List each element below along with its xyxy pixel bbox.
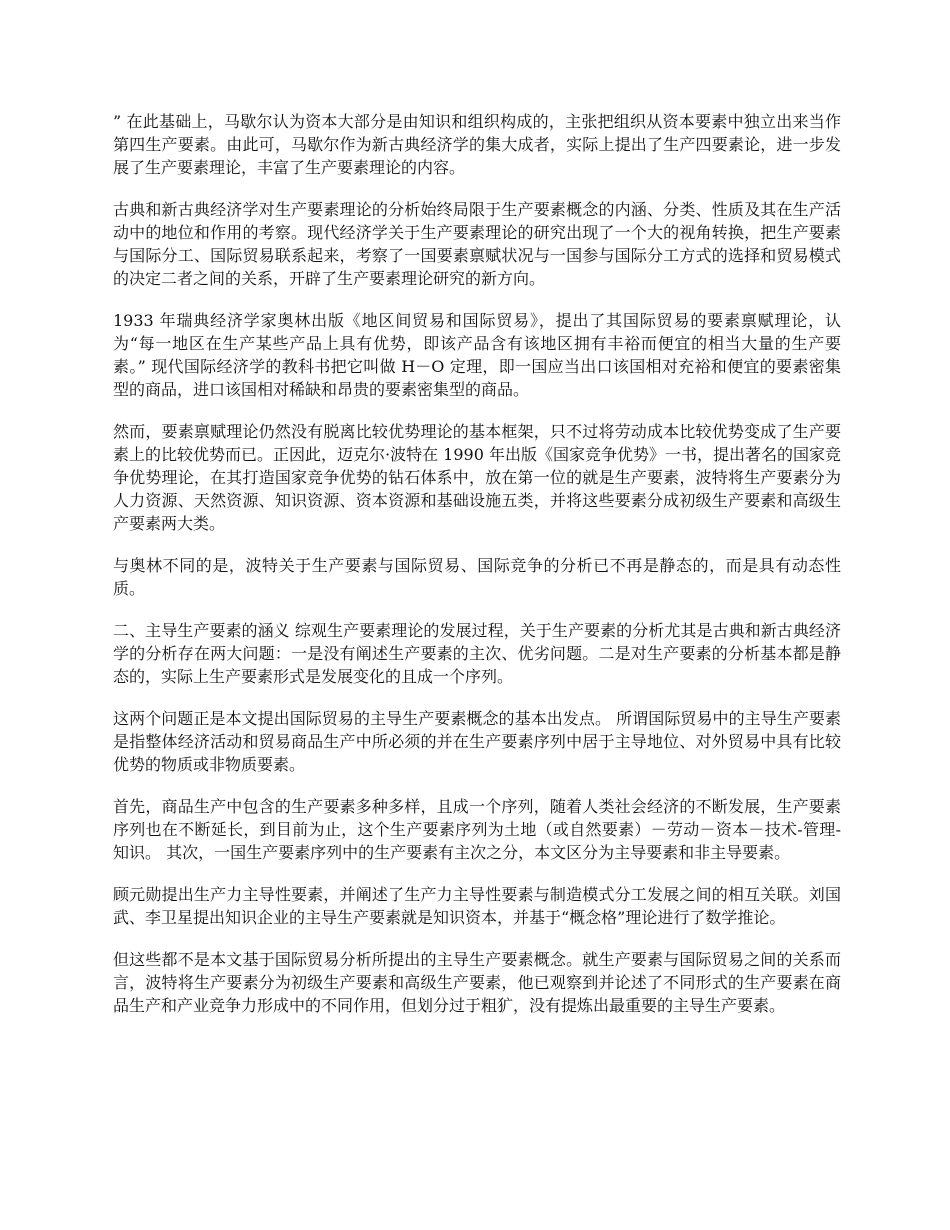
paragraph-6: 二、主导生产要素的涵义 综观生产要素理论的发展过程，关于生产要素的分析尤其是古典和新古典经济学的分析存在两大问题：一是没有阐述生产要素的主次、优劣问题。二是对生产要素的分析基本都是静态的，实际上生产要素形式是发展变化的且成一个序列。 xyxy=(113,621,841,686)
paragraph-7: 这两个问题正是本文提出国际贸易的主导生产要素概念的基本出发点。 所谓国际贸易中的主导生产要素是指整体经济活动和贸易商品生产中所必须的并在生产要素序列中居于主导地位、对外贸易中具有比较优势的物质或非物质要素。 xyxy=(113,709,841,774)
paragraph-10: 但这些都不是本文基于国际贸易分析所提出的主导生产要素概念。就生产要素与国际贸易之间的关系而言，波特将生产要素分为初级生产要素和高级生产要素，他已观察到并论述了不同形式的生产要素在商品生产和产业竞争力形成中的不同作用，但划分过于粗犷，没有提炼出最重要的主导生产要素。 xyxy=(113,950,841,1015)
document-body xyxy=(113,110,841,1036)
paragraph-3: 1933 年瑞典经济学家奥林出版《地区间贸易和国际贸易》，提出了其国际贸易的要素禀赋理论，认为“每一地区在生产某些产品上具有优势，即该产品含有该地区拥有丰裕而便宜的相当大量的生产要素。” 现代国际经济学的教科书把它叫做 H－O 定理，即一国应当出口该国相对充裕和便宜的要素密集型的商品，进口该国相对稀缺和昂贵的要素密集型的商品。 xyxy=(113,311,841,399)
paragraph-2: 古典和新古典经济学对生产要素理论的分析始终局限于生产要素概念的内涵、分类、性质及其在生产活动中的地位和作用的考察。现代经济学关于生产要素理论的研究出现了一个大的视角转换，把生产要素与国际分工、国际贸易联系起来，考察了一国要素禀赋状况与一国参与国际分工方式的选择和贸易模式的决定二者之间的关系，开辟了生产要素理论研究的新方向。 xyxy=(113,200,841,288)
paragraph-1: ” 在此基础上，马歇尔认为资本大部分是由知识和组织构成的，主张把组织从资本要素中独立出来当作第四生产要素。由此可，马歇尔作为新古典经济学的集大成者，实际上提出了生产四要素论，进一步发展了生产要素理论，丰富了生产要素理论的内容。 xyxy=(113,112,841,177)
paragraph-4: 然而，要素禀赋理论仍然没有脱离比较优势理论的基本框架，只不过将劳动成本比较优势变成了生产要素上的比较优势而已。正因此，迈克尔·波特在 1990 年出版《国家竞争优势》一书，提出著名的国家竞争优势理论，在其打造国家竞争优势的钻石体系中，放在第一位的就是生产要素，波特将生产要素分为人力资源、天然资源、知识资源、资本资源和基础设施五类，并将这些要素分成初级生产要素和高级生产要素两大类。 xyxy=(113,422,841,533)
paragraph-9: 顾元勋提出生产力主导性要素，并阐述了生产力主导性要素与制造模式分工发展之间的相互关联。刘国武、李卫星提出知识企业的主导生产要素就是知识资本，并基于“概念格”理论进行了数学推论。 xyxy=(113,885,841,927)
paragraph-5: 与奥林不同的是，波特关于生产要素与国际贸易、国际竞争的分析已不再是静态的，而是具有动态性质。 xyxy=(113,556,841,598)
paragraph-8: 首先，商品生产中包含的生产要素多种多样，且成一个序列，随着人类社会经济的不断发展，生产要素序列也在不断延长，到目前为止，这个生产要素序列为土地（或自然要素）－劳动－资本－技术-管理-知识。 其次，一国生产要素序列中的生产要素有主次之分，本文区分为主导要素和非主导要素。 xyxy=(113,797,841,862)
